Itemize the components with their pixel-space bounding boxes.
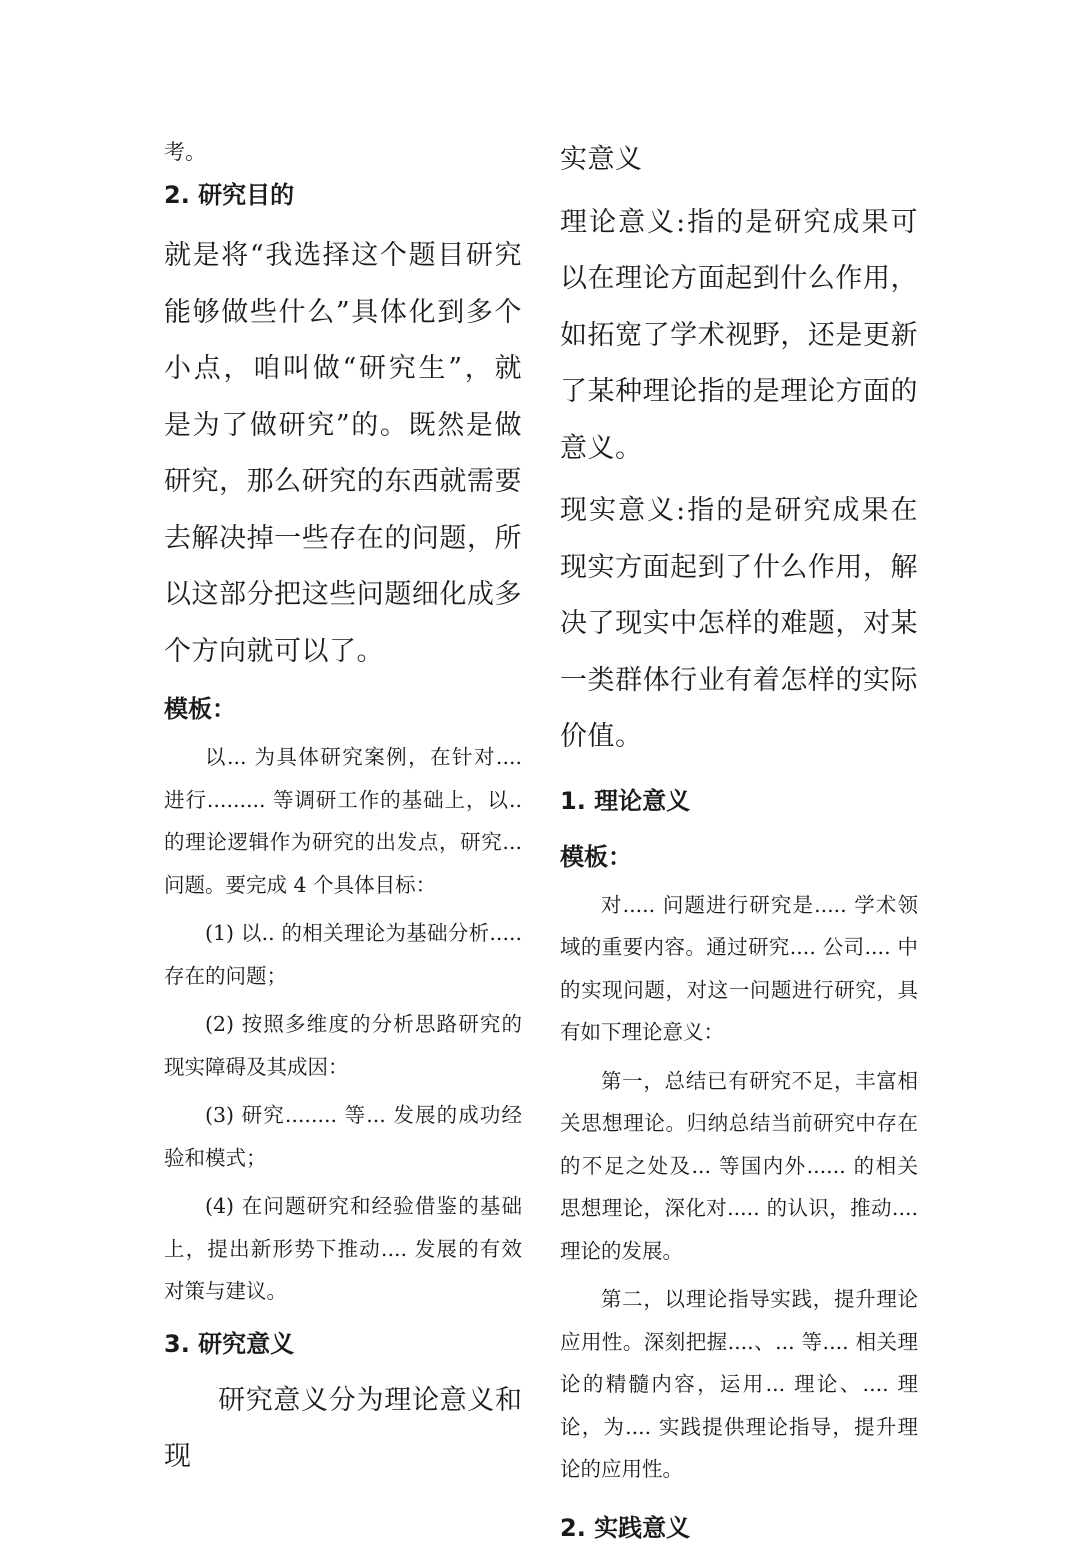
template-goal-4: (4) 在问题研究和经验借鉴的基础上，提出新形势下推动.... 发展的有效对策与建议。 bbox=[164, 1194, 522, 1303]
heading-practice-significance: 2. 实践意义 bbox=[560, 1513, 691, 1542]
paragraph-research-significance: 研究意义分为理论意义和现 bbox=[164, 1384, 522, 1472]
heading-research-significance: 3. 研究意义 bbox=[164, 1329, 295, 1358]
template-goal-1: (1) 以.. 的相关理论为基础分析..... 存在的问题； bbox=[164, 921, 522, 988]
heading-template-left: 模板： bbox=[164, 695, 236, 723]
template-intro-right: 对..... 问题进行研究是..... 学术领域的重要内容。通过研究.... 公司.... 中的实现问题，对这一问题进行研究，具有如下理论意义： bbox=[560, 892, 918, 1044]
template-goal-3: (3) 研究........ 等... 发展的成功经验和模式； bbox=[164, 1103, 522, 1170]
continued-text: 考。 bbox=[164, 140, 206, 164]
left-column bbox=[164, 132, 522, 1492]
right-column bbox=[560, 132, 918, 1561]
heading-research-purpose: 2. 研究目的 bbox=[164, 181, 295, 209]
template-first-point: 第一，总结已有研究不足，丰富相关思想理论。归纳总结当前研究中存在的不足之处及... 等国内外...... 的相关思想理论，深化对..... 的认识，推动.... 理论的发展。 bbox=[560, 1068, 918, 1263]
paragraph-research-purpose: 就是将“我选择这个题目研究能够做些什么”具体化到多个小点，咱叫做“研究生”，就是为了做研究”的。既然是做研究，那么研究的东西就需要去解决掉一些存在的问题，所以这部分把这些问题细化成多个方向就可以了。 bbox=[164, 240, 522, 667]
heading-template-right: 模板： bbox=[560, 842, 632, 871]
template-intro-left: 以... 为具体研究案例，在针对.... 进行......... 等调研工作的基础上，以.. 的理论逻辑作为研究的出发点，研究... 问题。要完成 4 个具体目标： bbox=[164, 745, 522, 897]
heading-theory-significance: 1. 理论意义 bbox=[560, 786, 691, 815]
paragraph-theory-definition: 理论意义:指的是研究成果可以在理论方面起到什么作用，如拓宽了学术视野，还是更新了某种理论指的是理论方面的意义。 bbox=[560, 206, 918, 464]
template-second-point: 第二，以理论指导实践，提升理论应用性。深刻把握....、... 等.... 相关理论的精髓内容，运用... 理论、.... 理论，为.... 实践提供理论指导，提升理论的应用性。 bbox=[560, 1287, 918, 1481]
template-goal-2: (2) 按照多维度的分析思路研究的现实障碍及其成因： bbox=[164, 1012, 522, 1079]
continued-text-right: 实意义 bbox=[560, 144, 643, 175]
paragraph-practice-definition: 现实意义:指的是研究成果在现实方面起到了什么作用，解决了现实中怎样的难题，对某一类群体行业有着怎样的实际价值。 bbox=[560, 495, 918, 752]
